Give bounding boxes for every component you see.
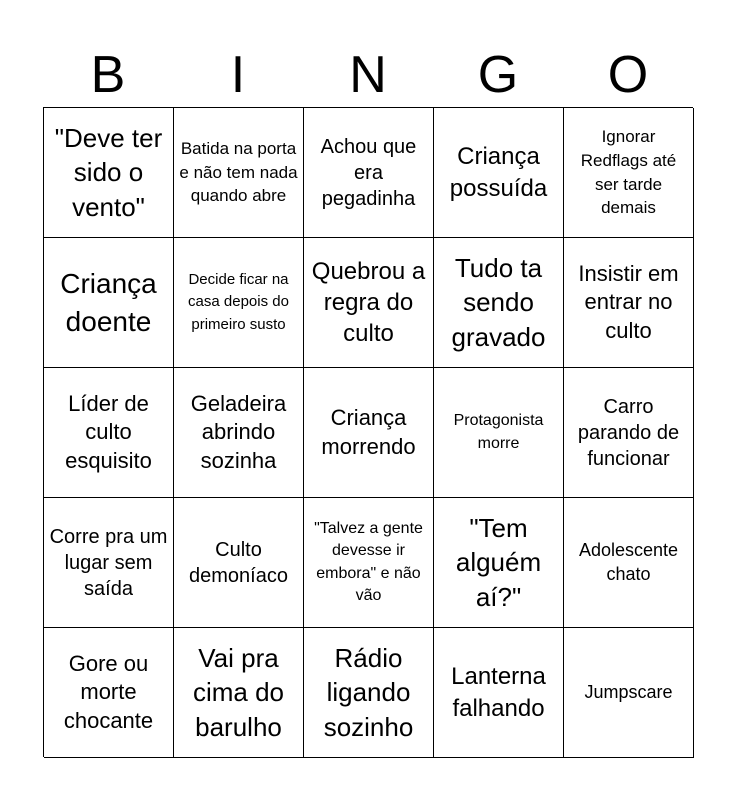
bingo-cell[interactable] xyxy=(434,238,564,368)
bingo-cell[interactable] xyxy=(174,628,304,758)
cell-text: Corre pra um lugar sem saída xyxy=(49,525,168,600)
cell-text: "Deve ter sido o vento" xyxy=(54,123,163,222)
bingo-cell[interactable] xyxy=(564,498,694,628)
cell-text: Tudo ta sendo gravado xyxy=(451,253,546,352)
cell-text: Criança doente xyxy=(60,267,157,337)
header-letter-i: I xyxy=(230,46,246,104)
bingo-cell[interactable] xyxy=(564,238,694,368)
cell-text: Vai pra cima do barulho xyxy=(192,643,285,742)
cell-text: Líder de culto esquisito xyxy=(65,390,152,473)
cell-text: Decide ficar na casa depois do primeiro susto xyxy=(188,270,289,333)
bingo-cell[interactable] xyxy=(44,368,174,498)
cell-text: Carro parando de funcionar xyxy=(577,395,680,470)
bingo-cell[interactable] xyxy=(434,628,564,758)
cell-text: Geladeira abrindo sozinha xyxy=(190,390,287,473)
bingo-cell[interactable] xyxy=(174,498,304,628)
bingo-cell[interactable] xyxy=(174,238,304,368)
cell-text: "Tem alguém aí?" xyxy=(455,513,542,612)
bingo-cell[interactable] xyxy=(174,108,304,238)
bingo-cell[interactable] xyxy=(304,238,434,368)
bingo-cell[interactable] xyxy=(304,628,434,758)
bingo-cell[interactable] xyxy=(304,368,434,498)
bingo-cell[interactable] xyxy=(434,498,564,628)
bingo-cell[interactable] xyxy=(44,108,174,238)
cell-text: Batida na porta e não tem nada quando abre xyxy=(179,138,298,206)
cell-text: Insistir em entrar no culto xyxy=(578,260,679,343)
header-letter-b: B xyxy=(90,46,126,104)
bingo-grid xyxy=(43,107,693,757)
cell-text: Adolescente chato xyxy=(578,539,679,584)
bingo-cell[interactable] xyxy=(304,498,434,628)
cell-text: Criança possuída xyxy=(449,143,548,202)
bingo-cell[interactable] xyxy=(564,628,694,758)
cell-text: "Talvez a gente devesse ir embora" e não vão xyxy=(314,519,423,604)
cell-text: Criança morrendo xyxy=(321,404,416,459)
bingo-cell[interactable] xyxy=(304,108,434,238)
bingo-cell[interactable] xyxy=(44,238,174,368)
cell-text: Gore ou morte chocante xyxy=(63,650,154,733)
cell-text: Rádio ligando sozinho xyxy=(323,643,414,742)
cell-text: Jumpscare xyxy=(584,681,673,702)
cell-text: Lanterna falhando xyxy=(451,663,546,722)
bingo-header xyxy=(43,44,693,106)
bingo-cell[interactable] xyxy=(44,628,174,758)
bingo-cell[interactable] xyxy=(564,108,694,238)
bingo-cell[interactable] xyxy=(434,108,564,238)
cell-text: Protagonista morre xyxy=(453,412,544,452)
bingo-cell[interactable] xyxy=(434,368,564,498)
header-letter-o: O xyxy=(607,46,649,104)
bingo-cell[interactable] xyxy=(44,498,174,628)
cell-text: Quebrou a regra do culto xyxy=(311,257,426,348)
cell-text: Achou que era pegadinha xyxy=(320,135,417,210)
bingo-cell[interactable] xyxy=(174,368,304,498)
cell-text: Ignorar Redflags até ser tarde demais xyxy=(580,126,677,218)
cell-text: Culto demoníaco xyxy=(189,538,288,587)
header-letter-n: N xyxy=(349,46,387,104)
bingo-cell[interactable] xyxy=(564,368,694,498)
header-letter-g: G xyxy=(477,46,519,104)
